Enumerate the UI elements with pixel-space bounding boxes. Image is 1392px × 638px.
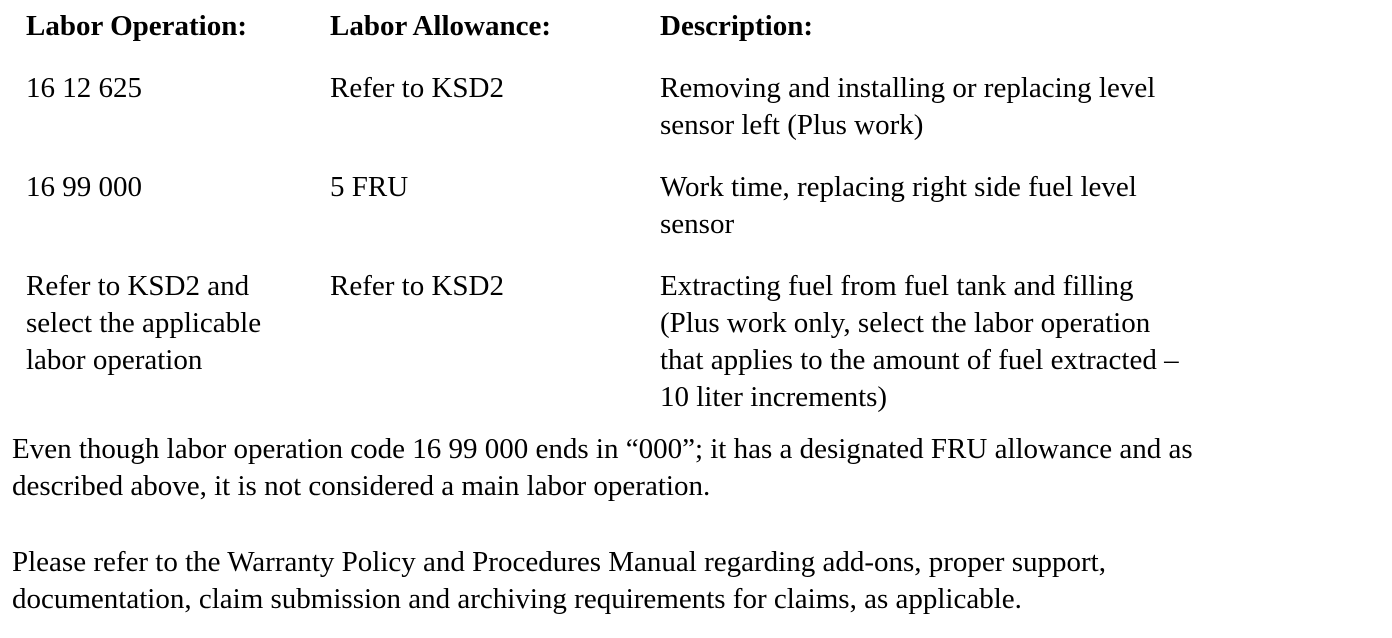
cell-line: 16 99 000 — [26, 171, 142, 203]
labor-operation-cell — [26, 169, 330, 206]
labor-allowance-cell — [330, 268, 660, 305]
paragraph-line: Please refer to the Warranty Policy and Procedures Manual regarding add-ons, proper support, — [12, 546, 1106, 578]
table-header-row — [26, 8, 1366, 70]
cell-line: Removing and installing or replacing level — [660, 72, 1156, 104]
cell-line: select the applicable — [26, 307, 262, 339]
header-labor-allowance: Labor Allowance: — [330, 10, 551, 42]
cell-line: 10 liter increments) — [660, 381, 888, 413]
description-cell — [660, 169, 1360, 243]
labor-allowance-cell — [330, 169, 660, 206]
cell-line: 5 FRU — [330, 171, 409, 203]
cell-line: sensor — [660, 208, 735, 240]
cell-line: 16 12 625 — [26, 72, 142, 104]
paragraph-line: Even though labor operation code 16 99 000 ends in “000”; it has a designated FRU allowance and as — [12, 433, 1193, 465]
labor-operation-cell — [26, 268, 330, 379]
table-row — [26, 70, 1366, 169]
cell-line: that applies to the amount of fuel extracted – — [660, 344, 1179, 376]
fru-allowance-note — [12, 431, 1382, 505]
paragraph-line: described above, it is not considered a main labor operation. — [12, 470, 711, 502]
cell-line: Refer to KSD2 — [330, 72, 504, 104]
labor-allowance-cell — [330, 70, 660, 107]
warranty-manual-note — [12, 544, 1382, 618]
header-description: Description: — [660, 10, 814, 42]
description-cell — [660, 268, 1360, 416]
cell-line: Refer to KSD2 — [330, 270, 504, 302]
labor-operations-table — [26, 8, 1366, 416]
cell-line: Extracting fuel from fuel tank and filling — [660, 270, 1134, 302]
cell-line: labor operation — [26, 344, 203, 376]
header-labor-operation: Labor Operation: — [26, 10, 247, 42]
description-cell — [660, 70, 1360, 144]
cell-line: Work time, replacing right side fuel level — [660, 171, 1137, 203]
cell-line: Refer to KSD2 and — [26, 270, 250, 302]
table-row — [26, 169, 1366, 268]
cell-line: (Plus work only, select the labor operation — [660, 307, 1151, 339]
cell-line: sensor left (Plus work) — [660, 109, 924, 141]
labor-operation-cell — [26, 70, 330, 107]
table-row — [26, 268, 1366, 416]
paragraph-line: documentation, claim submission and archiving requirements for claims, as applicable. — [12, 583, 1022, 615]
